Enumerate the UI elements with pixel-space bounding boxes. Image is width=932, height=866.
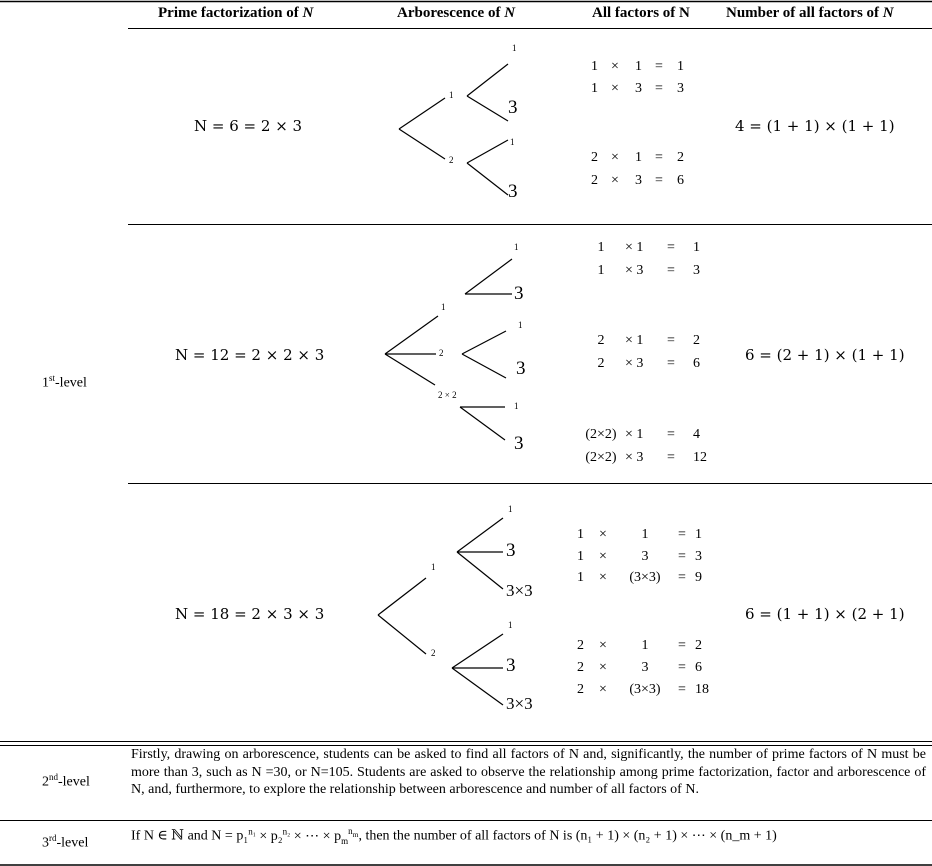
factorization-n18: N = 18 = 2 × 3 × 3 [175, 605, 325, 623]
tree-n6-branch-1: 1 [449, 90, 454, 100]
factor-result: 12 [693, 450, 707, 465]
factor-eq: = [655, 173, 663, 188]
factor-result: 1 [693, 240, 700, 255]
header-arbor-var: N [504, 5, 516, 21]
header-arbor-text: Arborescence of [397, 5, 501, 21]
level-3-num: 3 [42, 835, 49, 851]
factor-a: 1 [577, 570, 584, 585]
level-1-sup: st [49, 373, 56, 383]
factor-eq: = [667, 240, 675, 255]
factor-a: 2 [577, 682, 584, 697]
factor-a: 1 [591, 81, 598, 96]
tree-n12-leaf: 3 [514, 283, 524, 304]
factor-result: 18 [695, 682, 709, 697]
header-count-text: Number of all factors of [726, 5, 880, 21]
factor-times-b: × 3 [625, 356, 644, 371]
factor-row [577, 527, 702, 543]
factor-a: 1 [577, 527, 584, 542]
factor-eq: = [678, 660, 686, 675]
header-all-factors: All factors of N [592, 5, 690, 21]
factor-a: 2 [577, 638, 584, 653]
count-n6: 4 = (1 + 1) × (1 + 1) [735, 117, 895, 135]
factor-a: 2 [577, 660, 584, 675]
tree-n6-leaf: 3 [508, 181, 518, 202]
header-prime-var: N [302, 5, 314, 21]
tree-n6-leaf: 1 [512, 43, 517, 53]
factorization-n12: N = 12 = 2 × 2 × 3 [175, 346, 325, 364]
factor-times: × [611, 150, 619, 165]
tree-n12-branch-1: 1 [441, 302, 446, 312]
factor-result: 3 [695, 549, 702, 564]
factor-result: 3 [693, 263, 700, 278]
factor-eq: = [678, 527, 686, 542]
tree-n12-branch-2: 2 [439, 348, 444, 358]
factorization-n6: N = 6 = 2 × 3 [194, 117, 303, 135]
tree-n18-leaf: 1 [508, 620, 513, 630]
tree-n6 [399, 64, 508, 195]
tree-n18-leaf: 3 [506, 655, 516, 676]
factor-result: 1 [677, 59, 684, 74]
header-number-of-factors [726, 5, 894, 22]
factor-times-b: × 1 [625, 240, 644, 255]
factor-row [577, 549, 702, 565]
factor-b: 3 [641, 549, 649, 564]
header-prime-factorization [158, 5, 313, 22]
factor-row [577, 333, 700, 349]
factor-times: × [599, 638, 607, 653]
level-2-num: 2 [42, 774, 49, 790]
factor-b: 3 [635, 81, 642, 96]
factor-times: × [599, 549, 607, 564]
third-level-part2: , then the number of all factors of N is (n₁ + 1) × (n₂ + 1) × ⋯ × (n_m + 1) [358, 828, 777, 844]
tree-n18-branch-1: 1 [431, 562, 436, 572]
factor-a: (2×2) [585, 427, 617, 442]
factor-b: (3×3) [629, 570, 661, 585]
factor-times: × [599, 682, 607, 697]
factor-times-b: × 1 [625, 427, 644, 442]
factor-row [577, 356, 700, 372]
factor-times-b: × 1 [625, 333, 644, 348]
factor-result: 9 [695, 570, 702, 585]
level-2-sup: nd [49, 772, 58, 782]
tree-n18-leaf: 3×3 [506, 694, 533, 713]
factor-row [577, 682, 709, 698]
factor-a: 1 [597, 263, 605, 278]
tree-n6-leaf: 1 [510, 137, 515, 147]
level-3-suffix: -level [56, 835, 89, 851]
factor-a: 2 [591, 150, 598, 165]
level-2-suffix: -level [58, 774, 90, 790]
factor-times: × [599, 570, 607, 585]
factor-eq: = [667, 263, 675, 278]
factor-eq: = [678, 549, 686, 564]
factor-result: 2 [693, 333, 700, 348]
factor-b: 3 [641, 660, 649, 675]
factor-result: 3 [677, 81, 684, 96]
factor-row [591, 150, 684, 166]
header-prime-text: Prime factorization of [158, 5, 299, 21]
factor-times-b: × 3 [625, 263, 644, 278]
factor-b: (3×3) [629, 682, 661, 697]
factor-result: 4 [693, 427, 700, 442]
factor-eq: = [667, 427, 675, 442]
factor-times: × [611, 59, 619, 74]
factor-eq: = [678, 638, 686, 653]
factor-eq: = [667, 333, 675, 348]
level-3-label [42, 833, 88, 852]
second-level-text: Firstly, drawing on arborescence, students can be asked to find all factors of N and, significantly, the number of prime factors of N must be more than 3, such as N =30, or N=105. Students are asked to observe the relationship among prime factorization, factor and arborescence of N, and, furthermore, to explore the relationship between arborescence and number of all factors of N. [131, 747, 926, 797]
factor-a: 2 [597, 333, 605, 348]
factor-times: × [599, 527, 607, 542]
factor-a: 2 [597, 356, 605, 371]
factor-row [591, 81, 684, 97]
level-2-label [42, 772, 90, 791]
factor-result: 6 [695, 660, 702, 675]
factor-row [577, 450, 707, 466]
third-level-text [131, 823, 926, 850]
tree-n12 [385, 259, 512, 440]
factor-eq: = [667, 450, 675, 465]
count-n12: 6 = (2 + 1) × (1 + 1) [745, 346, 905, 364]
tree-n18-leaf: 3 [506, 540, 516, 561]
factor-times: × [611, 173, 619, 188]
tree-n18-leaf: 1 [508, 504, 513, 514]
level-3-sup: rd [49, 833, 57, 843]
factor-times-b: × 3 [625, 450, 644, 465]
level-1-suffix: -level [55, 375, 87, 391]
level-1-label [42, 373, 87, 392]
third-level-formula: ₁$^{n_1}$ × p₂$^{n_2}$ × ⋯ × $p_m^{n_m}$ [243, 826, 359, 846]
factor-row [591, 59, 684, 75]
factor-row [591, 173, 684, 189]
third-level-part1: If N ∈ ℕ and N = p [131, 828, 244, 844]
factor-result: 1 [695, 527, 702, 542]
factor-eq: = [667, 356, 675, 371]
tree-n12-leaf: 1 [514, 401, 519, 411]
tree-n12-leaf: 1 [514, 242, 519, 252]
header-arborescence [397, 5, 515, 22]
factor-result: 6 [677, 173, 684, 188]
tree-n18-leaf: 3×3 [506, 581, 533, 600]
factor-eq: = [678, 570, 686, 585]
level-1-num: 1 [42, 375, 49, 391]
factor-row [577, 427, 700, 443]
factor-eq: = [678, 682, 686, 697]
count-n18: 6 = (1 + 1) × (2 + 1) [745, 605, 905, 623]
factor-a: 2 [591, 173, 598, 188]
factor-eq: = [655, 81, 663, 96]
factor-times: × [599, 660, 607, 675]
factor-row [577, 638, 702, 654]
tree-n12-leaf: 1 [518, 320, 523, 330]
factor-times: × [611, 81, 619, 96]
factor-eq: = [655, 59, 663, 74]
factor-result: 6 [693, 356, 700, 371]
tree-n12-branch-3: 2 × 2 [438, 390, 457, 400]
factor-b: 1 [641, 638, 649, 653]
factor-a: 1 [577, 549, 584, 564]
factor-b: 1 [635, 150, 642, 165]
factor-a: (2×2) [585, 450, 617, 465]
factor-b: 3 [635, 173, 642, 188]
tree-n6-branch-2: 2 [449, 155, 454, 165]
tree-n12-leaf: 3 [514, 433, 524, 454]
header-count-var: N [882, 5, 894, 21]
factor-result: 2 [677, 150, 684, 165]
tree-n18 [378, 518, 503, 705]
factor-row [577, 240, 700, 256]
factor-row [577, 570, 702, 586]
factor-b: 1 [635, 59, 642, 74]
tree-n6-leaf: 3 [508, 97, 518, 118]
factor-row [577, 660, 702, 676]
factor-result: 2 [695, 638, 702, 653]
tree-n12-leaf: 3 [516, 358, 526, 379]
factor-eq: = [655, 150, 663, 165]
factor-a: 1 [597, 240, 605, 255]
factor-a: 1 [591, 59, 598, 74]
tree-n18-branch-2: 2 [431, 648, 436, 658]
factor-b: 1 [641, 527, 649, 542]
factor-row [577, 263, 700, 279]
